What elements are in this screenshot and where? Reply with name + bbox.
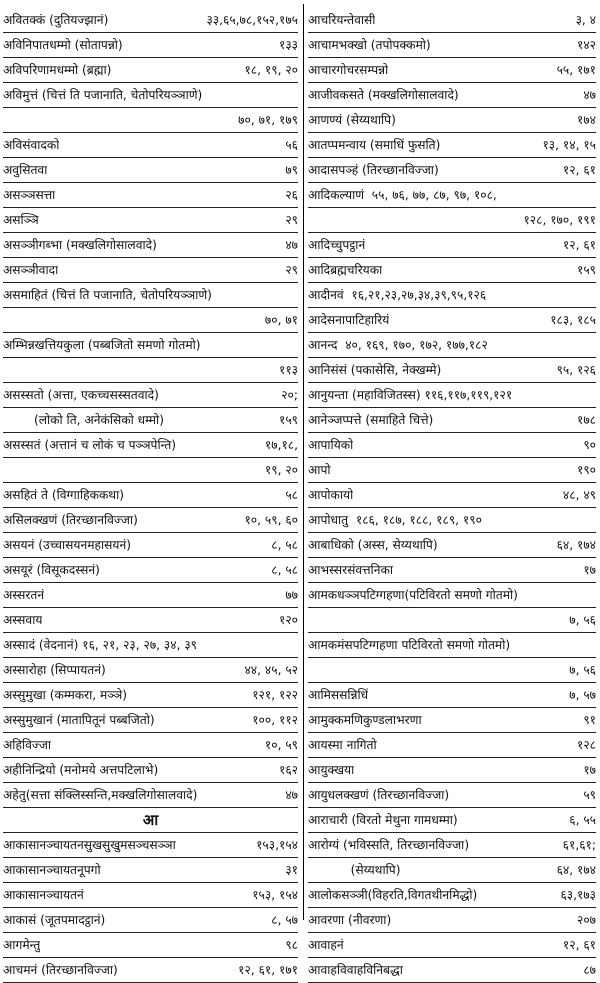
entry-term: (सेय्यथापि) (308, 863, 401, 877)
entry-page-numbers: ८, ५७ (271, 913, 298, 927)
entry-term: आमुक्कमणिकुण्डलाभरणा (308, 713, 422, 727)
index-entry (308, 783, 596, 808)
index-entry (3, 733, 298, 758)
index-entry (3, 858, 298, 883)
index-entry (308, 658, 596, 683)
index-entry (308, 258, 596, 283)
index-entry (3, 358, 298, 383)
index-entry (308, 358, 596, 383)
entry-page-numbers: १२, ६१ (562, 238, 596, 252)
index-entry (3, 108, 298, 133)
index-entry (308, 808, 596, 833)
entry-page-numbers: १२० (278, 613, 298, 627)
index-entry (308, 933, 596, 958)
entry-term: अहिविज्जा (3, 738, 52, 752)
entry-term: अहीनिन्द्रियो (मनोमये अत्तपटिलाभे) (3, 763, 159, 777)
index-entry (308, 908, 596, 933)
index-entry (308, 133, 596, 158)
index-entry (308, 858, 596, 883)
entry-term: आचरियन्तेवासी (308, 13, 376, 27)
index-entry (308, 108, 596, 133)
entry-page-numbers: ११३ (278, 363, 298, 377)
entry-term: आमकमंसपटिग्गहणा पटिविरतो समणो गोतमो) (308, 638, 511, 652)
entry-page-numbers: ७, ५७ (569, 688, 596, 702)
index-entry (308, 308, 596, 333)
section-heading: आ (3, 808, 298, 833)
right-index-column (308, 8, 596, 983)
entry-term: अविसंवादको (3, 138, 60, 152)
index-entry (308, 458, 596, 483)
entry-page-numbers: ५५, १७१ (556, 63, 596, 77)
index-entry (3, 883, 298, 908)
entry-term: अस्सारोहा (सिप्पायतनं) (3, 663, 106, 677)
entry-page-numbers: ६३,१७३ (560, 888, 596, 902)
entry-page-numbers: ३१ (285, 863, 298, 877)
entry-term: अस्सवाय (3, 613, 43, 627)
entry-term: आपोधातु १८६, १८७, १८८, १८९, १९० (308, 513, 482, 527)
entry-page-numbers: १३, १४, १५ (542, 138, 596, 152)
entry-page-numbers: २०; (281, 388, 298, 402)
entry-term: आबाधिको (अस्स, सेय्यथापि) (308, 538, 438, 552)
index-entry (308, 333, 596, 358)
index-entry (3, 33, 298, 58)
entry-term: अम्भिन्नखत्तियकुला (पब्बजितो समणो गोतमो) (3, 338, 201, 352)
entry-term: अस्सादं (वेदनानं) १६, २१, २३, २७, ३४, ३९ (3, 638, 198, 652)
index-entry (3, 683, 298, 708)
entry-page-numbers: १२८ (576, 738, 596, 752)
entry-page-numbers: १७८ (576, 413, 596, 427)
index-entry (3, 233, 298, 258)
index-entry (3, 433, 298, 458)
entry-page-numbers: ४७ (285, 238, 298, 252)
entry-term: असमाहितं (चित्तं ति पजानाति, चेतोपरियञ्ञाणे) (3, 288, 212, 302)
index-entry (3, 508, 298, 533)
entry-page-numbers: ७९ (285, 163, 298, 177)
index-entry (3, 908, 298, 933)
entry-page-numbers: ६१,६१; (562, 838, 596, 852)
entry-page-numbers: २०७ (576, 913, 596, 927)
index-entry (3, 583, 298, 608)
entry-page-numbers: १७ (583, 563, 596, 577)
entry-page-numbers: ५९ (583, 788, 596, 802)
index-entry (3, 783, 298, 808)
index-entry (3, 633, 298, 658)
index-entry (308, 183, 596, 208)
entry-page-numbers: १९० (576, 463, 596, 477)
entry-page-numbers: १२१, १२२ (252, 688, 298, 702)
index-entry (3, 658, 298, 683)
entry-page-numbers: १५३,१५४ (256, 838, 298, 852)
entry-term: आभस्सरसंवत्तनिका (308, 563, 393, 577)
column-divider (303, 4, 304, 920)
entry-term: आचमनं (तिरच्छानविज्जा) (3, 963, 118, 977)
entry-term: असस्सतं (अत्तानं च लोकं च पञ्ञपेन्ति) (3, 438, 177, 452)
entry-page-numbers: ४७ (285, 788, 298, 802)
index-entry (308, 408, 596, 433)
index-entry (308, 383, 596, 408)
entry-term: आतप्पमन्वाय (समाधिं फुसति) (308, 138, 441, 152)
entry-page-numbers: १८, १९, २० (244, 63, 298, 77)
entry-term: अविमुत्तं (चित्तं ति पजानाति, चेतोपरियञ्ञाणे) (3, 88, 203, 102)
index-entry (308, 958, 596, 983)
index-entry (3, 383, 298, 408)
entry-term: असहितं ते (विग्गाहिककथा) (3, 488, 124, 502)
entry-page-numbers: ९५, १२६ (556, 363, 596, 377)
index-entry (308, 208, 596, 233)
entry-term: आमिससन्निधिं (308, 688, 369, 702)
entry-term: आकासानञ्चायतनं (3, 888, 84, 902)
entry-term: आदिब्रह्मचरियका (308, 263, 383, 277)
entry-page-numbers: ९८ (285, 938, 298, 952)
entry-term: अहेतु(सत्ता संक्लिस्सन्ति,मक्खलिगोसालवादे) (3, 788, 198, 802)
entry-term: असञ्ञीगब्भा (मक्खलिगोसालवादे) (3, 238, 157, 252)
entry-term: आवाहनं (308, 938, 344, 952)
entry-term: आजीवकसते (मक्खलिगोसालवादे) (308, 88, 459, 102)
entry-term: आदासपञ्हं (तिरच्छानविज्जा) (308, 163, 439, 177)
entry-term: असयूरं (विसूकदस्सनं) (3, 563, 100, 577)
index-entry (3, 558, 298, 583)
entry-page-numbers: १२८, १७०, १९१ (523, 213, 596, 227)
entry-term: आयुधलक्खणं (तिरच्छानविज्जा) (308, 788, 450, 802)
entry-term: आचामभक्खो (तपोपक्कमो) (308, 38, 431, 52)
entry-page-numbers: ७७ (285, 588, 298, 602)
entry-term: आलोकसञ्ञी(विहरति,विगतथीनमिद्धो) (308, 888, 478, 902)
index-entry (308, 8, 596, 33)
entry-page-numbers: १३३ (278, 38, 298, 52)
entry-page-numbers: १२, ६१ (562, 938, 596, 952)
entry-term: आराचारी (विरतो मेथुना गामधम्मा) (308, 813, 458, 827)
entry-term: आवाहविवाहविनिबद्धा (308, 963, 403, 977)
entry-page-numbers: १८३, १८५ (550, 313, 596, 327)
index-entry (3, 208, 298, 233)
index-entry (308, 733, 596, 758)
index-entry (3, 408, 298, 433)
entry-term: असञ्ञीवादा (3, 263, 59, 277)
entry-page-numbers: ८, ५८ (271, 538, 298, 552)
index-entry (3, 533, 298, 558)
index-entry (3, 183, 298, 208)
index-entry (308, 633, 596, 658)
entry-page-numbers: १०, ५९, ६० (244, 513, 298, 527)
index-entry (308, 433, 596, 458)
entry-page-numbers: १७,१८, (264, 438, 298, 452)
entry-page-numbers: १७ (583, 763, 596, 777)
index-entry (308, 233, 596, 258)
entry-term: (लोको ति, अनेकंसिको धम्मो) (3, 413, 164, 427)
entry-page-numbers: १६२ (278, 763, 298, 777)
entry-page-numbers: १४२ (576, 38, 596, 52)
entry-term: आपायिको (308, 438, 354, 452)
index-entry (3, 483, 298, 508)
entry-page-numbers: ५८ (285, 488, 298, 502)
index-entry (308, 508, 596, 533)
index-entry (308, 558, 596, 583)
entry-term: अवुसितवा (3, 163, 48, 177)
entry-term: आमकधञ्ञपटिग्गहणा(पटिविरतो समणो गोतमो) (308, 588, 518, 602)
entry-page-numbers: ६४, १७४ (556, 863, 596, 877)
entry-page-numbers: ८, ५८ (271, 563, 298, 577)
entry-term: अस्सुमुखा (कम्मकरा, मञ्ञे) (3, 688, 128, 702)
entry-term: असञ्ञि (3, 213, 39, 227)
index-entry (3, 458, 298, 483)
entry-page-numbers: ८७ (583, 963, 596, 977)
entry-term: आकासानञ्चायतनूपगो (3, 863, 101, 877)
index-entry (3, 333, 298, 358)
index-entry (308, 683, 596, 708)
entry-page-numbers: १५९ (576, 263, 596, 277)
entry-page-numbers: २९ (285, 263, 298, 277)
entry-term: आनेञ्जप्पत्ते (समाहिते चित्ते) (308, 413, 434, 427)
entry-term: आयस्मा नागितो (308, 738, 377, 752)
entry-term: आगमेन्तु (3, 938, 41, 952)
entry-page-numbers: १५३, १५४ (252, 888, 298, 902)
index-entry (308, 833, 596, 858)
entry-term: अवितक्कं (दुतियज्झानं) (3, 13, 109, 27)
entry-term: अस्सरतनं (3, 588, 45, 602)
entry-page-numbers: ३, ४ (575, 13, 596, 27)
index-entry (3, 933, 298, 958)
entry-term: आपोकायो (308, 488, 354, 502)
entry-term: आनुयन्ता (महाविजितस्स) ११६,११७,११९,१२१ (308, 388, 513, 402)
entry-page-numbers: ९१ (583, 713, 596, 727)
entry-term: अविपरिणामधम्मो (ब्रह्मा) (3, 63, 112, 77)
entry-page-numbers: १०, ५९ (264, 738, 298, 752)
entry-page-numbers: ६४, १७४ (556, 538, 596, 552)
index-entry (3, 708, 298, 733)
entry-page-numbers: ७०, ७१, १७९ (238, 113, 298, 127)
entry-page-numbers: २९ (285, 213, 298, 227)
entry-term: आदेसनापाटिहारियं (308, 313, 390, 327)
entry-page-numbers: ९० (583, 438, 596, 452)
entry-page-numbers: १७४ (576, 113, 596, 127)
entry-term: आपो (308, 463, 331, 477)
entry-term: आदिकल्याणं ५५, ७६, ७७, ८७, ९७, १०८, (308, 188, 497, 202)
index-entry (308, 283, 596, 308)
entry-term: आवरणा (नीवरणा) (308, 913, 392, 927)
entry-term: अस्सुमुखानं (मातापितूनं पब्बजितो) (3, 713, 155, 727)
index-entry (3, 158, 298, 183)
entry-page-numbers: ७, ५६ (569, 613, 596, 627)
entry-term: असिलक्खणं (तिरच्छानविज्जा) (3, 513, 138, 527)
entry-page-numbers: ७०, ७१ (264, 313, 298, 327)
entry-page-numbers: ६, ५५ (569, 813, 596, 827)
index-entry (3, 283, 298, 308)
entry-page-numbers: ५६ (285, 138, 298, 152)
entry-term: आनन्द ४०, १६९, १७०, १७२, १७७,१८२ (308, 338, 488, 352)
left-index-column (3, 8, 298, 983)
entry-term: आचारगोचरसम्पन्नो (308, 63, 389, 77)
entry-page-numbers: २६ (285, 188, 298, 202)
entry-page-numbers: १९, २० (264, 463, 298, 477)
index-entry (308, 83, 596, 108)
index-entry (308, 33, 596, 58)
index-entry (308, 483, 596, 508)
index-entry (308, 758, 596, 783)
entry-page-numbers: १२, ६१ (562, 163, 596, 177)
entry-page-numbers: ४७ (583, 88, 596, 102)
index-entry (3, 308, 298, 333)
index-entry (3, 758, 298, 783)
index-entry (3, 8, 298, 33)
entry-term: आणण्यं (सेय्यथापि) (308, 113, 396, 127)
entry-page-numbers: ४४, ४५, ५२ (244, 663, 298, 677)
index-entry (3, 258, 298, 283)
entry-term: आकासानञ्चायतनसुखसुखुमसञ्चसञ्ञा (3, 838, 176, 852)
entry-page-numbers: १५९ (278, 413, 298, 427)
entry-term: अविनिपातधम्मो (सोतापन्नो) (3, 38, 123, 52)
entry-term: आकासं (जूतपमादट्ठानं) (3, 913, 106, 927)
entry-page-numbers: १००, ११२ (252, 713, 298, 727)
entry-page-numbers: ७, ५६ (569, 663, 596, 677)
index-entry (308, 883, 596, 908)
index-entry (3, 958, 298, 983)
index-entry (3, 608, 298, 633)
entry-term: आदिच्चुपट्ठानं (308, 238, 366, 252)
index-entry (308, 708, 596, 733)
index-entry (308, 533, 596, 558)
entry-term: आदीनवं १६,२१,२३,२७,३४,३९,९५,१२६ (308, 288, 487, 302)
entry-page-numbers: ४८, ४९ (562, 488, 596, 502)
index-entry (308, 608, 596, 633)
entry-term: आनिसंसं (पकासेसि, नेक्खम्मे) (308, 363, 442, 377)
entry-term: असयनं (उच्चासयनमहासयनं) (3, 538, 131, 552)
entry-term: आयुक्खया (308, 763, 355, 777)
index-entry (3, 83, 298, 108)
index-entry (3, 58, 298, 83)
index-entry (308, 158, 596, 183)
index-entry (308, 583, 596, 608)
entry-term: असञ्ञसत्ता (3, 188, 56, 202)
entry-term: असस्सतो (अत्ता, एकच्चसस्सतवादे) (3, 388, 159, 402)
index-entry (3, 133, 298, 158)
entry-page-numbers: ३३,६५,७८,१५२,१७५ (206, 13, 298, 27)
entry-page-numbers: १२, ६१, १७१ (238, 963, 298, 977)
index-entry (3, 833, 298, 858)
entry-term: आरोग्यं (भविस्सति, तिरच्छानविज्जा) (308, 838, 470, 852)
index-entry (308, 58, 596, 83)
